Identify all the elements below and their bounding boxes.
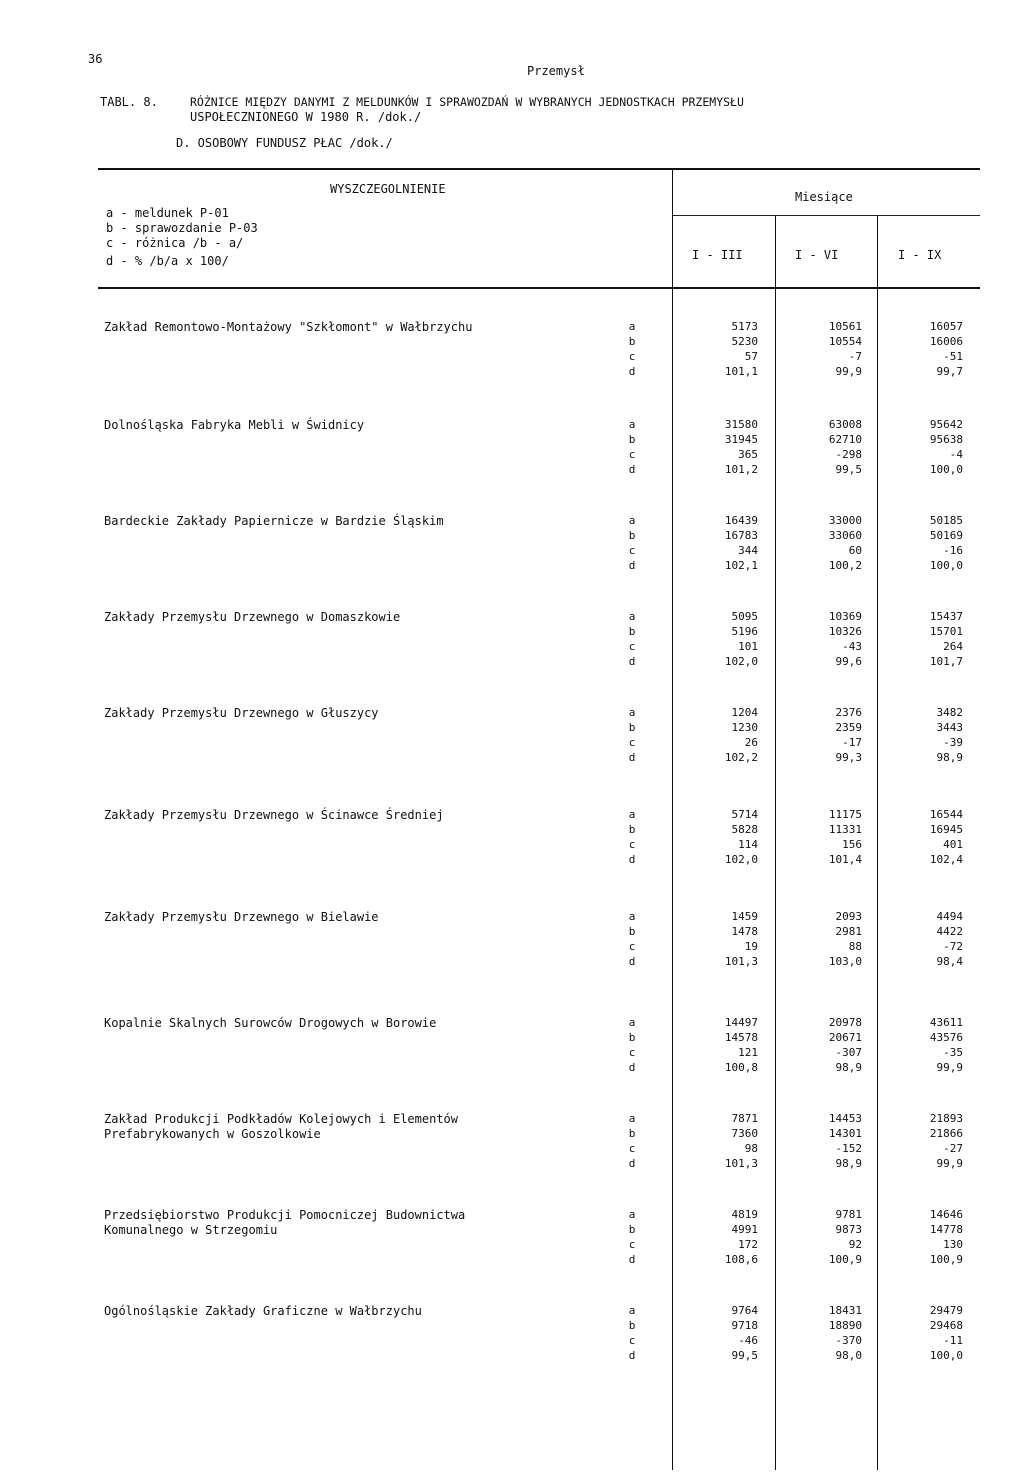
cell-q1: 101,1 xyxy=(724,365,758,378)
cell-q2: 100,9 xyxy=(828,1253,862,1266)
cell-q1: 1478 xyxy=(731,925,758,938)
col-line-1 xyxy=(672,170,673,1470)
row-label: a xyxy=(628,320,636,333)
row-label: a xyxy=(628,1112,636,1125)
cell-q3: -27 xyxy=(943,1142,963,1155)
enterprise-name: Przedsiębiorstwo Produkcji Pomocniczej Budownictwa xyxy=(104,1208,466,1222)
cell-q1: 4819 xyxy=(731,1208,758,1221)
legend-d: d - % /b/a x 100/ xyxy=(106,254,229,268)
row-label: a xyxy=(628,910,636,923)
spec-header: WYSZCZEGOLNIENIE xyxy=(330,182,446,196)
header-bottom-rule xyxy=(98,287,980,289)
cell-q1: -46 xyxy=(738,1334,758,1347)
cell-q2: 156 xyxy=(842,838,862,851)
cell-q1: 101,3 xyxy=(724,955,758,968)
cell-q1: 102,2 xyxy=(724,751,758,764)
cell-q1: 5230 xyxy=(731,335,758,348)
cell-q3: 99,9 xyxy=(936,1061,963,1074)
cell-q2: -152 xyxy=(835,1142,862,1155)
cell-q3: 29468 xyxy=(929,1319,963,1332)
cell-q2: -370 xyxy=(835,1334,862,1347)
cell-q2: 98,0 xyxy=(835,1349,862,1362)
cell-q1: 16783 xyxy=(724,529,758,542)
row-label: d xyxy=(628,751,636,764)
cell-q3: 100,0 xyxy=(929,559,963,572)
cell-q2: 2359 xyxy=(835,721,862,734)
enterprise-name: Zakłady Przemysłu Drzewnego w Domaszkowie xyxy=(104,610,401,624)
enterprise-name: Ogólnośląskie Zakłady Graficzne w Wałbrzychu xyxy=(104,1304,422,1318)
cell-q3: 15437 xyxy=(929,610,963,623)
cell-q3: -51 xyxy=(943,350,963,363)
row-label: d xyxy=(628,559,636,572)
cell-q3: 99,9 xyxy=(936,1157,963,1170)
cell-q1: 1459 xyxy=(731,910,758,923)
cell-q3: 43576 xyxy=(929,1031,963,1044)
cell-q1: 5828 xyxy=(731,823,758,836)
cell-q2: 100,2 xyxy=(828,559,862,572)
cell-q1: 365 xyxy=(738,448,758,461)
cell-q3: -16 xyxy=(943,544,963,557)
cell-q2: 103,0 xyxy=(828,955,862,968)
cell-q3: 98,9 xyxy=(936,751,963,764)
row-label: d xyxy=(628,655,636,668)
cell-q3: 100,9 xyxy=(929,1253,963,1266)
row-label: b xyxy=(628,1319,636,1332)
cell-q1: 4991 xyxy=(731,1223,758,1236)
cell-q3: -11 xyxy=(943,1334,963,1347)
cell-q3: -4 xyxy=(949,448,963,461)
cell-q1: 5714 xyxy=(731,808,758,821)
page-number: 36 xyxy=(88,52,103,66)
cell-q1: 19 xyxy=(744,940,758,953)
cell-q1: 102,1 xyxy=(724,559,758,572)
cell-q3: 4422 xyxy=(936,925,963,938)
cell-q3: 29479 xyxy=(929,1304,963,1317)
cell-q3: 14778 xyxy=(929,1223,963,1236)
cell-q1: 57 xyxy=(744,350,758,363)
cell-q1: 1204 xyxy=(731,706,758,719)
cell-q3: 264 xyxy=(943,640,963,653)
row-label: c xyxy=(628,838,636,851)
enterprise-name: Komunalnego w Strzegomiu xyxy=(104,1223,278,1237)
legend-b: b - sprawozdanie P-03 xyxy=(106,221,258,235)
cell-q3: -35 xyxy=(943,1046,963,1059)
cell-q3: 98,4 xyxy=(936,955,963,968)
cell-q3: 16544 xyxy=(929,808,963,821)
cell-q1: 31580 xyxy=(724,418,758,431)
cell-q2: 33060 xyxy=(828,529,862,542)
enterprise-name: Dolnośląska Fabryka Mebli w Świdnicy xyxy=(104,418,365,432)
page-header: Przemysł xyxy=(527,64,585,78)
row-label: b xyxy=(628,1031,636,1044)
cell-q1: 7360 xyxy=(731,1127,758,1140)
cell-q2: 99,5 xyxy=(835,463,862,476)
cell-q2: 20671 xyxy=(828,1031,862,1044)
row-label: c xyxy=(628,1334,636,1347)
row-label: d xyxy=(628,955,636,968)
cell-q1: 9718 xyxy=(731,1319,758,1332)
row-label: d xyxy=(628,365,636,378)
row-label: b xyxy=(628,625,636,638)
cell-q3: 401 xyxy=(943,838,963,851)
months-header: Miesiące xyxy=(795,190,853,204)
cell-q3: 102,4 xyxy=(929,853,963,866)
cell-q1: 172 xyxy=(738,1238,758,1251)
cell-q3: 100,0 xyxy=(929,1349,963,1362)
cell-q1: 101,2 xyxy=(724,463,758,476)
row-label: b xyxy=(628,721,636,734)
enterprise-name: Bardeckie Zakłady Papiernicze w Bardzie Śląskim xyxy=(104,514,444,528)
cell-q2: 92 xyxy=(848,1238,862,1251)
cell-q1: 98 xyxy=(744,1142,758,1155)
cell-q3: -72 xyxy=(943,940,963,953)
cell-q3: 100,0 xyxy=(929,463,963,476)
row-label: a xyxy=(628,610,636,623)
row-label: c xyxy=(628,1142,636,1155)
cell-q1: 1230 xyxy=(731,721,758,734)
cell-q3: 21893 xyxy=(929,1112,963,1125)
cell-q2: 101,4 xyxy=(828,853,862,866)
cell-q1: 14578 xyxy=(724,1031,758,1044)
row-label: c xyxy=(628,448,636,461)
row-label: a xyxy=(628,808,636,821)
enterprise-name: Zakłady Przemysłu Drzewnego w Ścinawce Średniej xyxy=(104,808,444,822)
cell-q3: 4494 xyxy=(936,910,963,923)
row-label: b xyxy=(628,433,636,446)
cell-q2: -298 xyxy=(835,448,862,461)
cell-q2: -17 xyxy=(842,736,862,749)
row-label: b xyxy=(628,925,636,938)
row-label: c xyxy=(628,940,636,953)
enterprise-name: Zakłady Przemysłu Drzewnego w Głuszycy xyxy=(104,706,379,720)
cell-q3: 3443 xyxy=(936,721,963,734)
cell-q3: 21866 xyxy=(929,1127,963,1140)
cell-q2: 60 xyxy=(848,544,862,557)
row-label: b xyxy=(628,1127,636,1140)
row-label: a xyxy=(628,1016,636,1029)
row-label: b xyxy=(628,335,636,348)
cell-q3: 16057 xyxy=(929,320,963,333)
row-label: b xyxy=(628,1223,636,1236)
cell-q3: 43611 xyxy=(929,1016,963,1029)
cell-q3: 16006 xyxy=(929,335,963,348)
cell-q2: 18890 xyxy=(828,1319,862,1332)
cell-q1: 7871 xyxy=(731,1112,758,1125)
cell-q2: 11175 xyxy=(828,808,862,821)
cell-q3: 101,7 xyxy=(929,655,963,668)
table-title-line1: RÓŻNICE MIĘDZY DANYMI Z MELDUNKÓW I SPRAWOZDAŃ W WYBRANYCH JEDNOSTKACH PRZEMYSŁU xyxy=(190,95,744,109)
cell-q2: 9873 xyxy=(835,1223,862,1236)
cell-q2: 14301 xyxy=(828,1127,862,1140)
cell-q1: 5196 xyxy=(731,625,758,638)
cell-q2: 14453 xyxy=(828,1112,862,1125)
cell-q1: 26 xyxy=(744,736,758,749)
cell-q2: 18431 xyxy=(828,1304,862,1317)
enterprise-name: Prefabrykowanych w Goszolkowie xyxy=(104,1127,321,1141)
cell-q2: 10326 xyxy=(828,625,862,638)
row-label: c xyxy=(628,736,636,749)
period-q2-header: I - VI xyxy=(795,248,839,262)
cell-q2: 10554 xyxy=(828,335,862,348)
row-label: b xyxy=(628,823,636,836)
row-label: a xyxy=(628,418,636,431)
section-title: D. OSOBOWY FUNDUSZ PŁAC /dok./ xyxy=(176,136,393,150)
cell-q3: 130 xyxy=(943,1238,963,1251)
cell-q2: 2981 xyxy=(835,925,862,938)
row-label: d xyxy=(628,853,636,866)
period-q3-header: I - IX xyxy=(898,248,942,262)
row-label: a xyxy=(628,514,636,527)
cell-q2: 88 xyxy=(848,940,862,953)
row-label: b xyxy=(628,529,636,542)
row-label: d xyxy=(628,1349,636,1362)
row-label: c xyxy=(628,1046,636,1059)
cell-q3: 95638 xyxy=(929,433,963,446)
cell-q2: 2093 xyxy=(835,910,862,923)
cell-q1: 100,8 xyxy=(724,1061,758,1074)
legend-c: c - różnica /b - a/ xyxy=(106,236,244,250)
cell-q1: 99,5 xyxy=(731,1349,758,1362)
row-label: c xyxy=(628,544,636,557)
row-label: d xyxy=(628,1061,636,1074)
row-label: c xyxy=(628,350,636,363)
row-label: d xyxy=(628,1157,636,1170)
cell-q2: 10369 xyxy=(828,610,862,623)
cell-q2: 98,9 xyxy=(835,1061,862,1074)
cell-q1: 344 xyxy=(738,544,758,557)
cell-q3: 50169 xyxy=(929,529,963,542)
cell-q1: 9764 xyxy=(731,1304,758,1317)
cell-q2: 10561 xyxy=(828,320,862,333)
cell-q3: 95642 xyxy=(929,418,963,431)
legend-a: a - meldunek P-01 xyxy=(106,206,229,220)
row-label: c xyxy=(628,640,636,653)
enterprise-name: Kopalnie Skalnych Surowców Drogowych w Borowie xyxy=(104,1016,437,1030)
cell-q1: 102,0 xyxy=(724,853,758,866)
cell-q1: 5095 xyxy=(731,610,758,623)
cell-q1: 114 xyxy=(738,838,758,851)
header-top-rule xyxy=(98,168,980,170)
cell-q3: -39 xyxy=(943,736,963,749)
row-label: a xyxy=(628,706,636,719)
cell-q3: 14646 xyxy=(929,1208,963,1221)
cell-q2: 11331 xyxy=(828,823,862,836)
cell-q3: 15701 xyxy=(929,625,963,638)
cell-q3: 99,7 xyxy=(936,365,963,378)
cell-q1: 101,3 xyxy=(724,1157,758,1170)
cell-q1: 16439 xyxy=(724,514,758,527)
col-line-2 xyxy=(775,216,776,1470)
cell-q1: 108,6 xyxy=(724,1253,758,1266)
col-line-3 xyxy=(877,216,878,1470)
cell-q1: 31945 xyxy=(724,433,758,446)
period-q1-header: I - III xyxy=(692,248,743,262)
table-title-line2: USPOŁECZNIONEGO W 1980 R. /dok./ xyxy=(190,110,422,124)
row-label: d xyxy=(628,1253,636,1266)
row-label: a xyxy=(628,1304,636,1317)
cell-q1: 121 xyxy=(738,1046,758,1059)
cell-q3: 16945 xyxy=(929,823,963,836)
cell-q2: 98,9 xyxy=(835,1157,862,1170)
cell-q1: 14497 xyxy=(724,1016,758,1029)
cell-q1: 101 xyxy=(738,640,758,653)
cell-q2: 99,6 xyxy=(835,655,862,668)
cell-q2: 20978 xyxy=(828,1016,862,1029)
cell-q2: 63008 xyxy=(828,418,862,431)
cell-q2: 99,9 xyxy=(835,365,862,378)
row-label: c xyxy=(628,1238,636,1251)
cell-q3: 50185 xyxy=(929,514,963,527)
cell-q2: 62710 xyxy=(828,433,862,446)
cell-q1: 102,0 xyxy=(724,655,758,668)
cell-q2: -7 xyxy=(848,350,862,363)
cell-q3: 3482 xyxy=(936,706,963,719)
enterprise-name: Zakłady Przemysłu Drzewnego w Bielawie xyxy=(104,910,379,924)
enterprise-name: Zakład Produkcji Podkładów Kolejowych i Elementów xyxy=(104,1112,459,1126)
table-number: TABL. 8. xyxy=(100,95,158,109)
cell-q2: 9781 xyxy=(835,1208,862,1221)
cell-q2: 2376 xyxy=(835,706,862,719)
cell-q2: -307 xyxy=(835,1046,862,1059)
enterprise-name: Zakład Remontowo-Montażowy "Szkłomont" w Wałbrzychu xyxy=(104,320,473,334)
cell-q2: 33000 xyxy=(828,514,862,527)
months-divider-rule xyxy=(672,215,980,216)
cell-q2: -43 xyxy=(842,640,862,653)
row-label: a xyxy=(628,1208,636,1221)
cell-q1: 5173 xyxy=(731,320,758,333)
row-label: d xyxy=(628,463,636,476)
cell-q2: 99,3 xyxy=(835,751,862,764)
